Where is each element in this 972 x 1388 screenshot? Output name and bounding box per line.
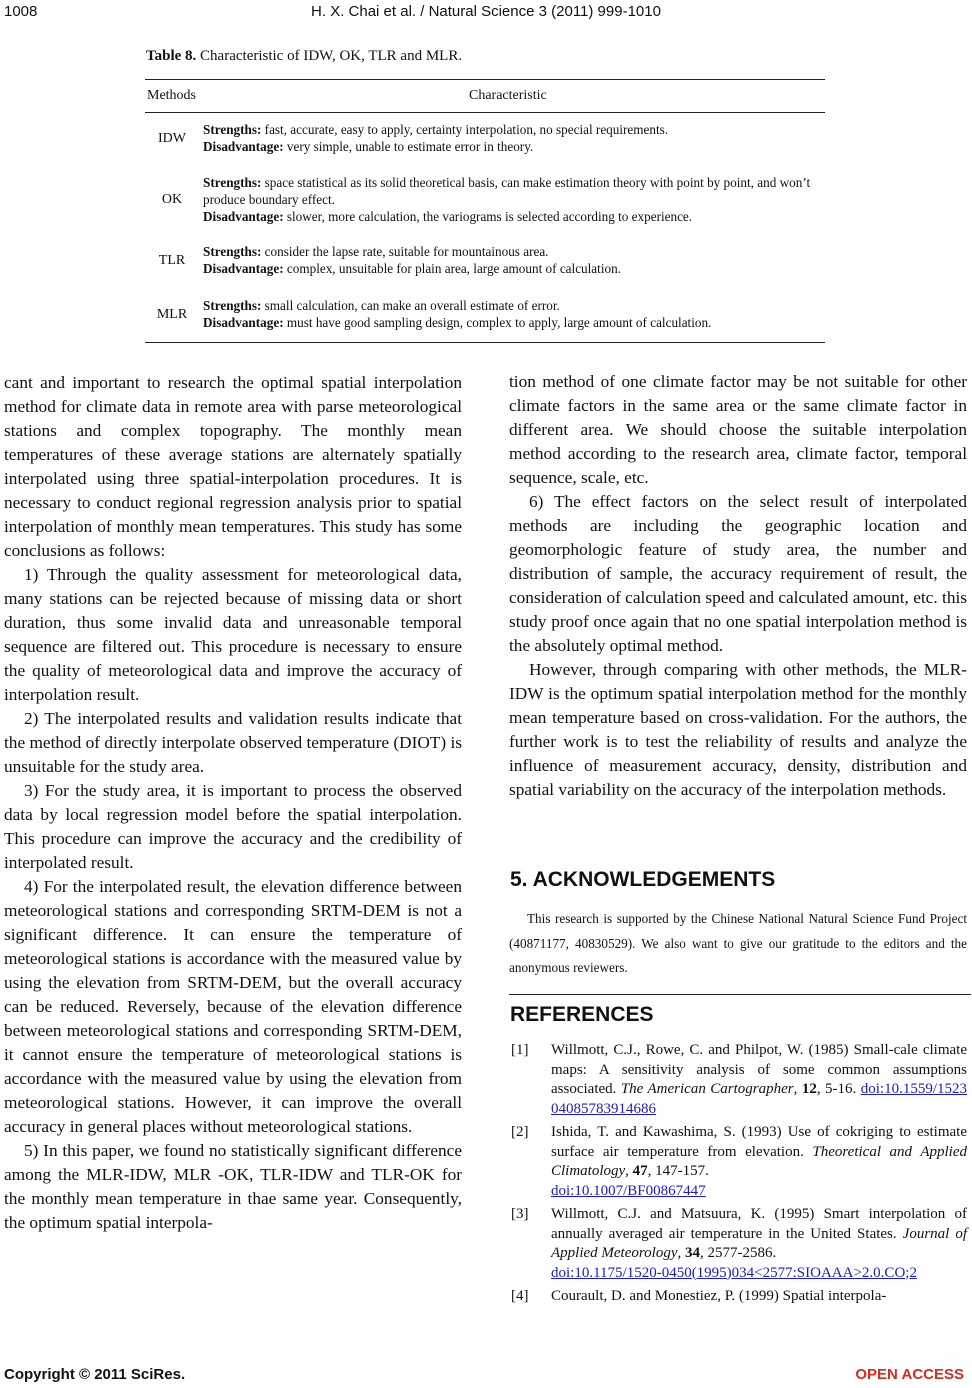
table-header-methods: Methods <box>147 88 196 103</box>
reference-number: [4] <box>511 1288 529 1304</box>
disadvantage-label: Disadvantage: <box>203 315 284 330</box>
table-characteristic-cell <box>203 297 825 331</box>
reference-pages: , 147-157. <box>647 1163 709 1179</box>
reference-pages: , 2577-2586. <box>700 1245 777 1261</box>
running-header <box>0 1 972 23</box>
reference-number: [2] <box>511 1124 529 1140</box>
table-method-cell: TLR <box>158 253 186 268</box>
reference-item: [3] Willmott, C.J. and Matsuura, K. (1995) Smart interpolation of annually averaged air temperature in the United States. Journal of Applied Meteorology, 34, 2577-2586. doi:10.1175/1520-0450(1995)034<2577:SIOAAA>2.0.CO;2 <box>511 1206 967 1281</box>
reference-journal: Journal of Applied Meteorology <box>551 1225 967 1261</box>
references-heading: REFERENCES <box>510 1003 654 1026</box>
body-paragraph: However, through comparing with other methods, the MLR-IDW is the optimum spatial interpolation method for the monthly mean temperature based on cross-validation. For the authors, the further work is to test the reliability of results and analyze the influence of measurement accuracy, density, distribution and spatial variability on the accuracy of the interpolation methods. <box>509 660 967 799</box>
strengths-text: space statistical as its solid theoretical basis, can make estimation theory with point by point, and won’t produce boundary effect. <box>203 175 811 207</box>
table-characteristic-cell <box>203 121 825 155</box>
open-access-label: OPEN ACCESS <box>855 1366 964 1383</box>
reference-number: [1] <box>511 1042 529 1058</box>
reference-doi-link[interactable]: doi:10.1175/1520-0450(1995)034<2577:SIOAAA>2.0.CO;2 <box>551 1264 917 1281</box>
disadvantage-text: must have good sampling design, complex to apply, large amount of calculation. <box>283 315 712 330</box>
disadvantage-text: complex, unsuitable for plain area, large amount of calculation. <box>283 261 621 276</box>
body-paragraph: 6) The effect factors on the select result of interpolated methods are including the geographic location and geomorphologic feature of study area, the number and distribution of sample, the accuracy requirement of result, the consideration of calculation speed and calculated amount, etc. this study proof once again that no one spatial interpolation method is the absolutely optimal method. <box>509 492 967 655</box>
reference-text: Ishida, T. and Kawashima, S. (1993) Use of cokriging to estimate surface air temperature from elevation. <box>551 1124 967 1160</box>
reference-volume: 47 <box>632 1163 648 1179</box>
copyright-notice: Copyright © 2011 SciRes. <box>4 1366 186 1383</box>
running-title: H. X. Chai et al. / Natural Science 3 (2011) 999-1010 <box>311 3 661 20</box>
acknowledgements-body: This research is supported by the Chinese National Natural Science Fund Project (40871177, 40830529). We also want to give our gratitude to the editors and the anonymous reviewers. <box>509 911 967 975</box>
reference-doi-link[interactable]: doi:10.1559/152304085783914686 <box>551 1081 968 1117</box>
body-paragraph: tion method of one climate factor may be not suitable for other climate factors in the same area or the same climate factor in different area. We should choose the suitable interpolation method according to the research area, climate factor, temporal sequence, scale, etc. <box>509 372 967 487</box>
disadvantage-label: Disadvantage: <box>203 139 284 154</box>
strengths-label: Strengths: <box>203 244 262 259</box>
reference-item: [2] Ishida, T. and Kawashima, S. (1993) Use of cokriging to estimate surface air temperature from elevation. Theoretical and Applied Climatology, 47, 147-157. doi:10.1007/BF00867447 <box>511 1124 967 1199</box>
table-characteristic-cell <box>203 243 825 277</box>
body-paragraph: 1) Through the quality assessment for meteorological data, many stations can be rejected because of missing data or short duration, thus some invalid data and unreasonable temporal sequence are filtered out. This procedure is necessary to ensure the quality of meteorological data and improve the accuracy of interpolation result. <box>4 565 462 704</box>
reference-text: Willmott, C.J. and Matsuura, K. (1995) Smart interpolation of annually averaged air temperature in the United States. <box>551 1206 967 1242</box>
disadvantage-text: very simple, unable to estimate error in theory. <box>283 139 534 154</box>
table-caption-text: Characteristic of IDW, OK, TLR and MLR. <box>196 48 463 64</box>
reference-journal: The American Cartographer <box>620 1081 794 1097</box>
strengths-label: Strengths: <box>203 175 262 190</box>
strengths-label: Strengths: <box>203 298 262 313</box>
disadvantage-label: Disadvantage: <box>203 209 284 224</box>
reference-volume: 12 <box>801 1081 817 1097</box>
table-method-cell: IDW <box>158 131 186 146</box>
body-paragraph: 5) In this paper, we found no statistically significant difference among the MLR-IDW, MLR -OK, TLR-IDW and TLR-OK for the monthly mean temperature in thae same year. Consequently, the optimum spatial interpola- <box>4 1141 462 1232</box>
section-divider <box>509 994 971 995</box>
table-header-rule <box>145 112 825 113</box>
reference-item <box>509 1287 967 1307</box>
strengths-label: Strengths: <box>203 122 262 137</box>
reference-item: [1] Willmott, C.J., Rowe, C. and Philpot, W. (1985) Small-cale climate maps: A sensitivity analysis of some common assumptions associated. The American Cartographer, 12, 5-16. doi:10.1559/152304085783914686 <box>511 1042 968 1117</box>
table-characteristic-cell <box>203 174 825 225</box>
reference-number: [3] <box>511 1206 529 1222</box>
reference-pages: , 5-16. <box>816 1081 861 1097</box>
body-paragraph: 2) The interpolated results and validation results indicate that the method of directly interpolate observed temperature (DIOT) is unsuitable for the study area. <box>4 709 462 776</box>
disadvantage-text: slower, more calculation, the variograms is selected according to experience. <box>283 209 693 224</box>
reference-text: Willmott, C.J., Rowe, C. and Philpot, W. (1985) Small-cale climate maps: A sensitivity analysis of some common assumptions associated. <box>551 1042 967 1097</box>
table-bottom-rule <box>145 342 825 343</box>
strengths-text: small calculation, can make an overall estimate of error. <box>261 298 560 313</box>
table-header-characteristic: Characteristic <box>469 88 547 103</box>
right-column <box>509 370 967 802</box>
reference-list <box>509 1041 967 1311</box>
strengths-text: consider the lapse rate, suitable for mountainous area. <box>261 244 549 259</box>
strengths-text: fast, accurate, easy to apply, certainty interpolation, no special requirements. <box>261 122 669 137</box>
body-paragraph: 4) For the interpolated result, the elevation difference between meteorological stations and corresponding SRTM-DEM is not a significant difference. It can ensure the temperature of meteorological stations is accordance with the measured value by using the elevation from SRTM-DEM, but the overall accuracy can be reduced. Reversely, because of the elevation difference between meteorological stations and corresponding SRTM-DEM, it cannot ensure the temperature of meteorological stations is accordance with the measured value by using the elevation from meteorological stations. However, it can improve the overall accuracy in general places without meteorological stations. <box>4 877 462 1136</box>
disadvantage-label: Disadvantage: <box>203 261 284 276</box>
acknowledgements-text <box>509 907 967 981</box>
body-paragraph: cant and important to research the optimal spatial interpolation method for climate data in remote area with parse meteorological stations and complex topography. The monthly mean temperatures of these average stations are alternately spatially interpolated using three spatial-interpolation procedures. It is necessary to conduct regional regression analysis prior to spatial interpolation of monthly mean temperatures. This study has some conclusions as follows: <box>4 373 462 560</box>
reference-journal: Theoretical and Applied Climatology <box>551 1143 967 1179</box>
table-caption-label: Table 8. <box>146 48 197 64</box>
reference-volume: 34 <box>685 1245 700 1261</box>
table-method-cell: MLR <box>156 307 188 322</box>
acknowledgements-heading: 5. ACKNOWLEDGEMENTS <box>510 868 776 891</box>
table-top-rule <box>145 79 825 80</box>
reference-text: Courault, D. and Monestiez, P. (1999) Spatial interpola- <box>551 1288 887 1304</box>
table-caption <box>146 48 462 65</box>
reference-doi-link[interactable]: doi:10.1007/BF00867447 <box>551 1182 706 1199</box>
left-column <box>4 371 462 1235</box>
table-method-cell: OK <box>161 192 183 207</box>
page-number: 1008 <box>4 3 38 20</box>
body-paragraph: 3) For the study area, it is important to process the observed data by local regression model before the spatial interpolation. This procedure can improve the accuracy and the credibility of interpolated result. <box>4 781 462 872</box>
